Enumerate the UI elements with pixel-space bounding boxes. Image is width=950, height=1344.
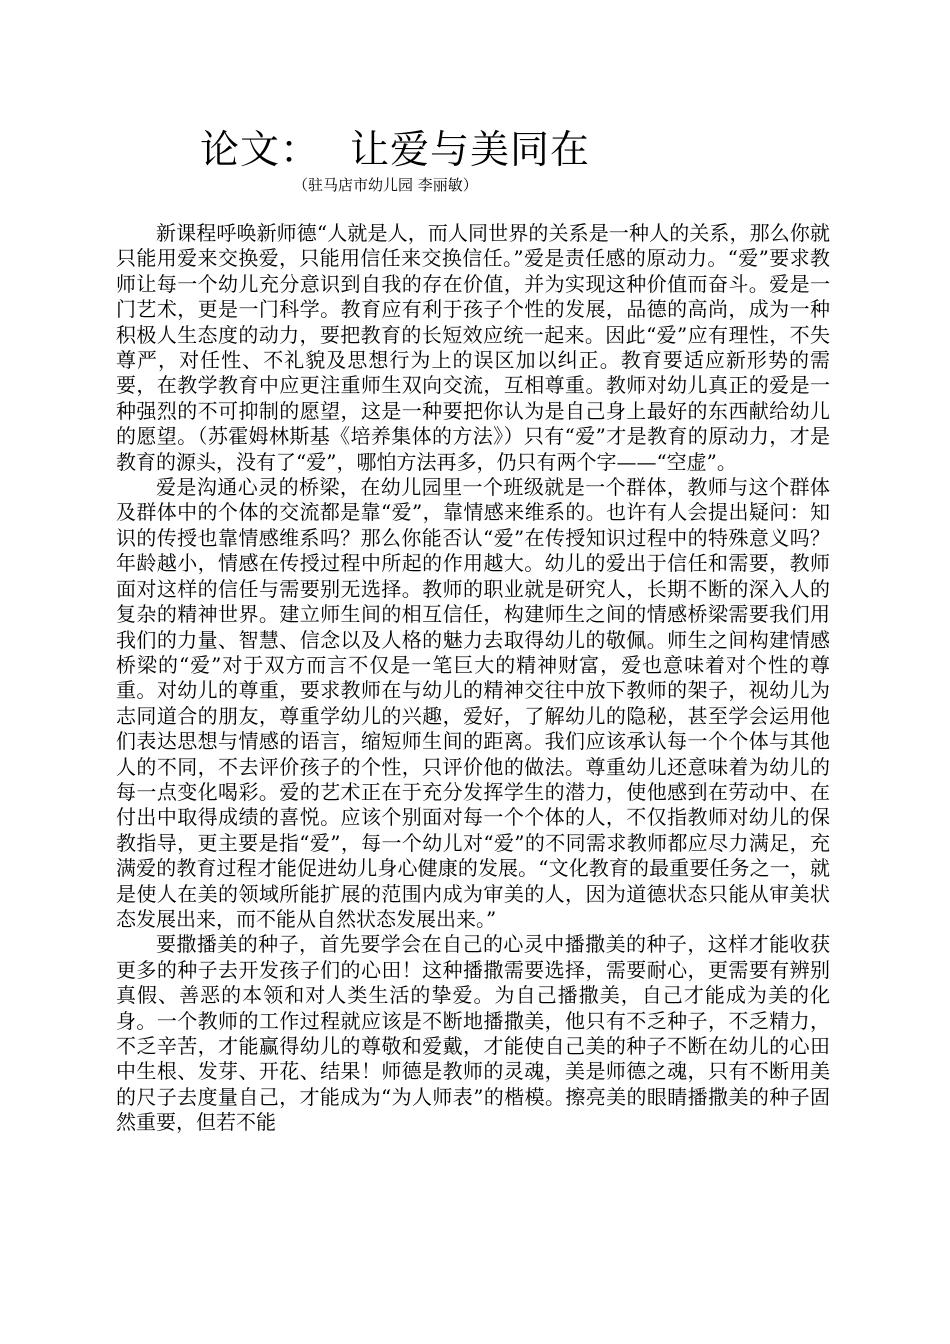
author-line: （驻马店市幼儿园 李丽敏） [293, 176, 478, 194]
page-title [200, 125, 820, 177]
paragraph-2: 爱是沟通心灵的桥梁，在幼儿园里一个班级就是一个群体，教师与这个群体及群体中的个体的交流都是靠“爱”，靠情感来维系的。也许有人会提出疑问：知识的传授也靠情感维系吗？那么你能否认“爱”在传授知识过程中的特殊意义吗？年龄越小，情感在传授过程中所起的作用越大。幼儿的爱出于信任和需要，教师面对这样的信任与需要别无选择。教师的职业就是研究人，长期不断的深入人的复杂的精神世界。建立师生间的相互信任，构建师生之间的情感桥梁需要我们用我们的力量、智慧、信念以及人格的魅力去取得幼儿的敬佩。师生之间构建情感桥梁的“爱”对于双方而言不仅是一笔巨大的精神财富，爱也意味着对个性的尊重。对幼儿的尊重，要求教师在与幼儿的精神交往中放下教师的架子，视幼儿为志同道合的朋友，尊重学幼儿的兴趣，爱好，了解幼儿的隐秘，甚至学会运用他们表达思想与情感的语言，缩短师生间的距离。我们应该承认每一个个体与其他人的不同，不去评价孩子的个性，只评价他的做法。尊重幼儿还意味着为幼儿的每一点变化喝彩。爱的艺术正在于充分发挥学生的潜力，使他感到在劳动中、在付出中取得成绩的喜悦。应该个别面对每一个个体的人，不仅指教师对幼儿的保教指导，更主要是指“爱”，每一个幼儿对“爱”的不同需求教师都应尽力满足，充满爱的教育过程才能促进幼儿身心健康的发展。“文化教育的最重要任务之一，就是使人在美的领域所能扩展的范围内成为审美的人，因为道德状态只能从审美状态发展出来，而不能从自然状态发展出来。” [116, 475, 830, 931]
title-text: 让爱与美同在 [350, 128, 591, 173]
paragraph-1: 新课程呼唤新师德“人就是人，而人同世界的关系是一种人的关系，那么你就只能用爱来交换爱，只能用信任来交换信任。”爱是责任感的原动力。“爱”要求教师让每一个幼儿充分意识到自我的存在价值，并为实现这种价值而奋斗。爱是一门艺术，更是一门科学。教育应有利于孩子个性的发展，品德的高尚，成为一种积极人生态度的动力，要把教育的长短效应统一起来。因此“爱”应有理性，不失尊严，对任性、不礼貌及思想行为上的误区加以纠正。教育要适应新形势的需要，在教学教育中应更注重师生双向交流，互相尊重。教师对幼儿真正的爱是一种强烈的不可抑制的愿望，这是一种要把你认为是自己身上最好的东西献给幼儿的愿望。（苏霍姆林斯基《培养集体的方法》）只有“爱”才是教育的原动力，才是教育的源头，没有了“爱”，哪怕方法再多，仍只有两个字——“空虚”。 [116, 221, 830, 474]
article-body [116, 221, 830, 1136]
title-label: 论文： [200, 128, 321, 173]
paragraph-3: 要撒播美的种子，首先要学会在自己的心灵中播撒美的种子，这样才能收获更多的种子去开发孩子们的心田！这种播撒需要选择，需要耐心，更需要有辨别真假、善恶的本领和对人类生活的挚爱。为自己播撒美，自己才能成为美的化身。一个教师的工作过程就应该是不断地播撒美，他只有不乏种子，不乏精力，不乏辛苦，才能赢得幼儿的尊敬和爱戴，才能使自己美的种子不断在幼儿的心田中生根、发芽、开花、结果！师德是教师的灵魂，美是师德之魂，只有不断用美的尺子去度量自己，才能成为“为人师表”的楷模。擦亮美的眼睛播撒美的种子固然重要，但若不能 [116, 932, 830, 1135]
